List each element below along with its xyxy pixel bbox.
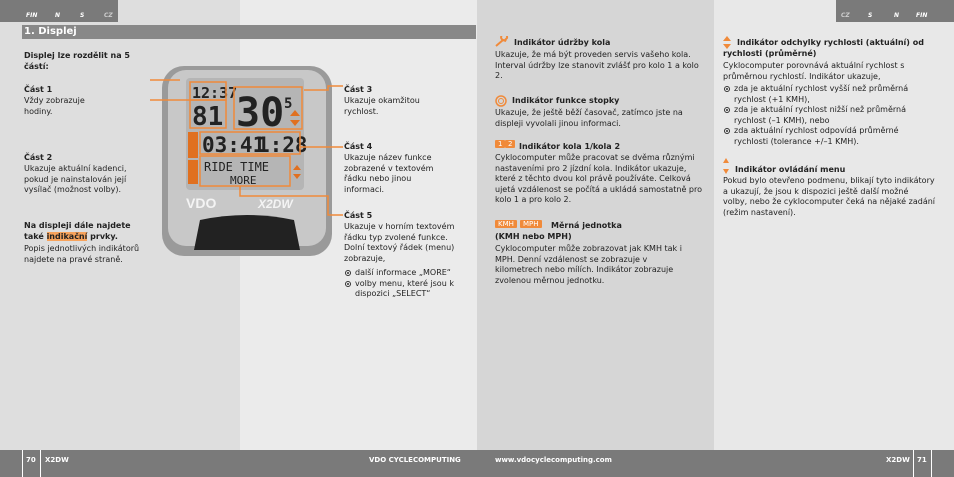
footer-divider — [22, 450, 23, 477]
part5-title: Část 5 — [344, 211, 373, 220]
part5-text: Ukazuje v horním textovém řádku typ zvolené funkce. Dolní textový řádek (menu) zobrazuje, — [344, 222, 455, 263]
wheel-2-icon: 2 — [505, 140, 515, 148]
page-number-left: 70 — [26, 456, 36, 464]
more-title: Na displeji dále najdete také indikační prvky. — [24, 221, 131, 241]
menu-title: Indikátor ovládání menu — [735, 165, 846, 174]
stop-text: Ukazuje, že ještě běží časovač, zatímco jste na displeji vyvolali jinou informaci. — [495, 108, 683, 128]
wheel-title: Indikátor kola 1/kola 2 — [519, 142, 621, 151]
lcd-line1: RIDE TIME — [204, 160, 270, 174]
wheel-1-icon: 1 — [495, 140, 505, 148]
stop-title: Indikátor funkce stopky — [512, 96, 620, 105]
footer-divider — [913, 450, 914, 477]
list-item: zda aktuální rychlost odpovídá průměrné rychlosti (tolerance +/–1 KMH). — [723, 126, 933, 147]
lcd-cadence: 81 — [192, 102, 224, 132]
footer-url[interactable]: www.vdocyclecomputing.com — [495, 456, 612, 464]
part2-title: Část 2 — [24, 153, 53, 162]
footer-brand: VDO CYCLECOMPUTING — [369, 456, 461, 464]
list-item: zda je aktuální rychlost nižší než průměrná rychlost (–1 KMH), nebo — [723, 105, 933, 126]
lang-label: FIN — [26, 12, 38, 19]
maint-text: Ukazuje, že má být proveden servis vašeho kola. Interval údržby lze stanovit zvlášť pro kolo 1 a kolo 2. — [495, 50, 699, 80]
part1-text: Vždy zobrazuje hodiny. — [24, 96, 85, 116]
part3-title: Část 3 — [344, 85, 373, 94]
section-title-bar — [22, 25, 476, 39]
page-number-right: 71 — [917, 456, 927, 464]
unit-text: Cyklocomputer může zobrazovat jak KMH tak i MPH. Denní vzdálenost se zobrazuje v kilometrech nebo mílích. Indikátor zobrazuje zvolenou měrnou jednotku. — [495, 244, 682, 285]
highlight-word: indikační — [46, 231, 88, 241]
footer-divider — [40, 450, 41, 477]
list-item: zda je aktuální rychlost vyšší než průměrná rychlost (+1 KMH), — [723, 84, 933, 105]
device-brand: VDO — [186, 195, 217, 211]
cyclecomputer-illustration — [150, 60, 350, 260]
lang-label: CZ — [841, 12, 850, 19]
lcd-clock: 12:37 — [192, 84, 238, 102]
unit-title-2: (KMH nebo MPH) — [495, 232, 572, 241]
part5-bullets — [344, 268, 464, 300]
deviation-text: Cyklocomputer porovnává aktuální rychlost s průměrnou rychlostí. Indikátor ukazuje, — [723, 61, 905, 81]
lcd-time-a: 03:41 — [202, 133, 266, 157]
part4-text: Ukazuje název funkce zobrazené v textovém řádku nebo jinou informaci. — [344, 153, 434, 194]
kmh-icon: KMH — [495, 220, 517, 228]
maint-title: Indikátor údržby kola — [514, 38, 611, 47]
list-item: volby menu, které jsou k dispozici „SELECT“ — [344, 279, 464, 300]
stopwatch-icon — [495, 95, 507, 107]
lang-label: N — [894, 12, 900, 19]
list-item: další informace „MORE“ — [344, 268, 464, 279]
part4-title: Část 4 — [344, 142, 373, 151]
footer-divider — [931, 450, 932, 477]
section-title: 1. Displej — [24, 26, 77, 37]
deviation-bullets — [723, 84, 933, 147]
footer-model-right: X2DW — [886, 456, 910, 464]
lcd-line2: MORE — [230, 174, 257, 187]
footer-model-left: X2DW — [45, 456, 69, 464]
more-text: Popis jednotlivých indikátorů najdete na pravé straně. — [24, 244, 140, 264]
lcd-icon-strip — [188, 132, 198, 158]
lang-label: FIN — [916, 12, 928, 19]
lang-label: N — [55, 12, 61, 19]
wheel-text: Cyklocomputer může pracovat se dvěma různými nastaveními pro 2 jízdní kola. Indikátor ukazuje, které z těchto dvou kol právě používáte. Celková ujetá vzdálenost se počítá a ukládá samostatně pro kolo 1 a pro kolo 2. — [495, 153, 702, 204]
lang-label: CZ — [104, 12, 113, 19]
menu-text: Pokud bylo otevřeno podmenu, blikají tyto indikátory a ukazují, že jsou k dispozici ještě další možné volby, nebo že cyklocomputer čeká na nějaké zadání (režim nastavení). — [723, 176, 936, 217]
unit-title: Měrná jednotka — [551, 221, 622, 230]
deviation-title: Indikátor odchylky rychlosti (aktuální) od rychlosti (průměrné) — [723, 38, 924, 58]
part2-text: Ukazuje aktuální kadenci, pokud je nainstalován její vysílač (možnost volby). — [24, 164, 127, 194]
lang-label: S — [80, 12, 85, 19]
device-model: X2DW — [258, 197, 293, 211]
mph-icon: MPH — [520, 220, 542, 228]
lang-label: S — [868, 12, 873, 19]
lcd-speed-decimal: 5 — [284, 96, 293, 112]
menu-arrows-icon — [722, 157, 730, 175]
part3-text: Ukazuje okamžitou rychlost. — [344, 96, 420, 116]
intro-text: Displej lze rozdělit na 5 částí: — [24, 51, 130, 71]
lcd-speed: 30 — [236, 90, 285, 136]
lcd-icon-strip-2 — [188, 160, 198, 184]
part1-title: Část 1 — [24, 85, 53, 94]
wrench-icon — [495, 36, 509, 48]
lcd-time-b: 1:28 — [257, 133, 308, 157]
device-buttons — [194, 215, 300, 250]
